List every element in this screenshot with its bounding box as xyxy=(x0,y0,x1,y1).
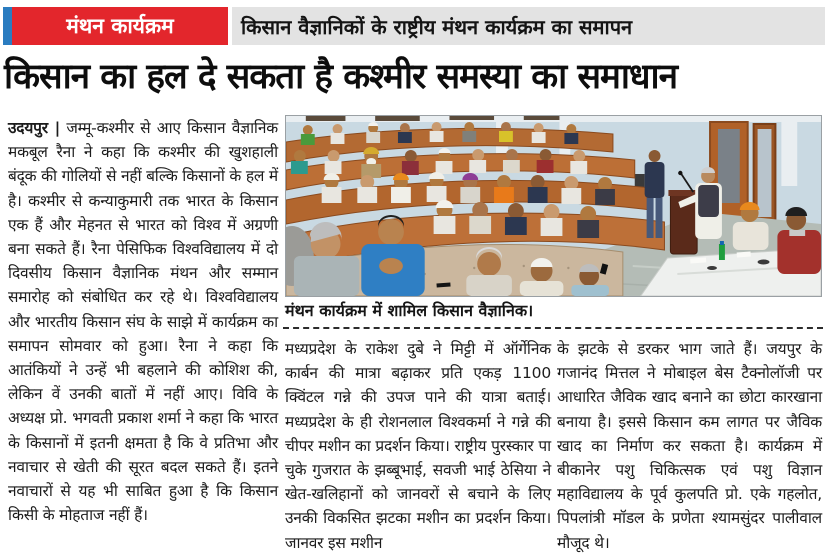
article-column-1-text: जम्मू-कश्मीर से आए किसान वैज्ञानिक मकबूल रैना ने कहा कि कश्मीर की खुशहाली बंदूक की गोलियों से नहीं बल्कि किसानों के हल में है। कश्मीर से कन्याकुमारी तक भारत के किसान एक हैं और मेहनत से भारत को विश्व में अग्रणी बना सकते हैं। रैना पेसिफिक विश्वविद्यालय में दो दिवसीय किसान वैज्ञानिक मंथन और सम्मान समारोह को संबोधित कर रहे थे। विश्वविद्यालय और भारतीय किसान संघ के साझे में कार्यक्रम का समापन सोमवार को हुआ। रैना ने कहा कि आतंकियों ने उन्हें भी बहलाने की कोशिश की, लेकिन वें उनकी बातों में नहीं आए। विवि के अध्यक्ष प्रो. भगवती प्रकाश शर्मा ने कहा कि भारत के किसानों में इतनी क्षमता है कि वे प्रतिभा और नवाचार से खेती की सूरत बदल सकते हैं। इतने नवाचारों से यह भी साबित हुआ है कि किसान किसी के मोहताज नहीं हैं। xyxy=(8,119,279,525)
dashed-divider xyxy=(283,327,823,329)
strapline-text: किसान वैज्ञानिकों के राष्ट्रीय मंथन कार्यक्रम का समापन xyxy=(241,14,633,39)
dateline: उदयपुर | xyxy=(8,119,61,137)
article-column-1 xyxy=(8,116,278,527)
photo-illustration xyxy=(286,116,821,296)
kicker-box xyxy=(12,7,228,45)
article-column-2: मध्यप्रदेश के राकेश दुबे ने मिट्टी में ऑर्गेनिक कार्बन की मात्रा बढ़ाकर प्रति एकड़ 1100 क्विंटल गन्ने की उपज पाने की यात्रा बताई। मध्यप्रदेश के ही रोशनलाल विश्वकर्मा ने गन्ने की चीपर मशीन का प्रदर्शन किया। राष्ट्रीय पुरस्कार पा चुके गुजरात के झब्बूभाई, सवजी भाई ठेसिया ने खेत-खलिहानों को जानवरों से बचाने के लिए उनकी विकसित झटका मशीन का प्रदर्शन किया। जानवर इस मशीन xyxy=(285,340,551,552)
headline: किसान का हल दे सकता है कश्मीर समस्या का समाधान xyxy=(4,57,677,97)
strapline-box xyxy=(232,7,825,45)
purple-turban-man xyxy=(460,173,480,203)
photo-caption: मंथन कार्यक्रम में शामिल किसान वैज्ञानिक। xyxy=(285,301,534,320)
kicker-label: मंथन कार्यक्रम xyxy=(66,14,174,38)
accent-bar xyxy=(3,7,12,45)
orange-turban-man xyxy=(391,173,411,203)
article-column-3: के झटके से डरकर भाग जाते हैं। जयपुर के गजानंद मित्तल ने मोबाइल बेस टैक्नोलॉजी पर आधारित जैविक खाद बनाने का छोटा कारखाना बनाया है। इससे किसान कम लागत पर जैविक खाद का निर्माण कर सकता है। कार्यक्रम में बीकानेर पशु चिकित्सक एवं पशु विज्ञान महाविद्यालय के पूर्व कुलपति प्रो. एके गहलोत, पिपलांत्री मॉडल के प्रणेता श्यामसुंदर पालीवाल मौजूद थे। xyxy=(557,340,822,552)
conference-photo xyxy=(285,115,822,297)
